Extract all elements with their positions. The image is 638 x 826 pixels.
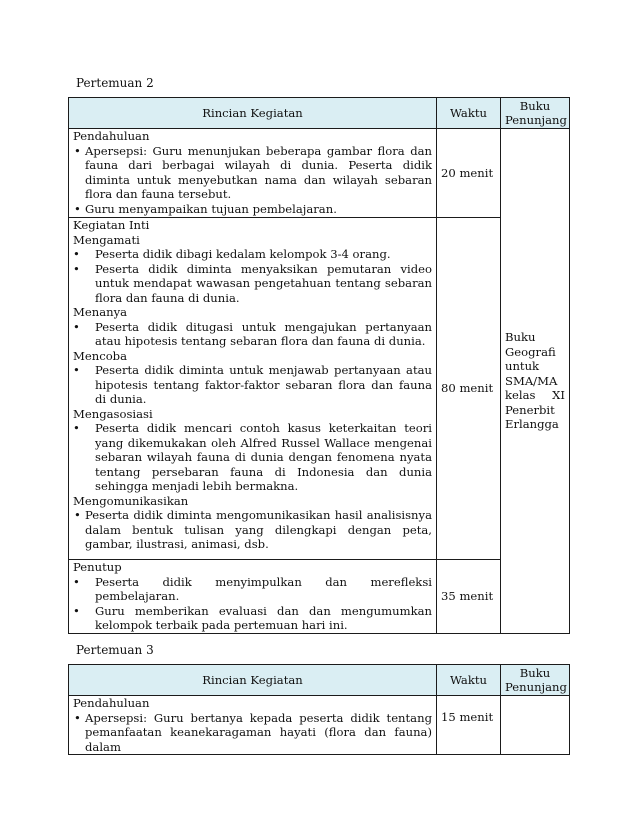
list-item: • Peserta didik diminta untuk menjawab pertanyaan atau hipotesis tentang faktor-faktor sebaran flora dan fauna di dunia. (73, 363, 432, 407)
time-cell: 20 menit (437, 129, 501, 218)
book-cell: Buku Geografi untuk SMA/MA kelas XI Penerbit Erlangga (501, 129, 570, 634)
meeting-title: Pertemuan 2 (76, 76, 154, 90)
table-row (69, 560, 570, 634)
section-title: Mengamati (73, 232, 140, 247)
time-cell: 35 menit (437, 560, 501, 634)
section-title: Pendahuluan (73, 696, 150, 710)
bullet-icon (73, 604, 95, 633)
time-cell: 15 menit (437, 696, 501, 755)
header-activity: Rincian Kegiatan (69, 665, 437, 696)
table-row (69, 696, 570, 755)
bullet-icon (74, 202, 85, 217)
bullet-icon (73, 262, 95, 306)
list-item: • Guru memberikan evaluasi dan dan mengumumkan kelompok terbaik pada pertemuan hari ini. (73, 604, 432, 633)
activity-cell (69, 218, 437, 560)
activity-table (68, 664, 570, 755)
activity-cell (69, 696, 437, 755)
list-item: • Peserta didik menyimpulkan dan merefleksi pembelajaran. (73, 575, 432, 604)
header-book: Buku Penunjang (501, 98, 570, 129)
list-item: • Apersepsi: Guru bertanya kepada peserta didik tentang pemanfaatan keanekaragaman hayati (flora dan fauna) dalam (73, 711, 432, 755)
activity-cell (69, 560, 437, 634)
section-title: Mengasosiasi (73, 406, 153, 421)
list-item: • Peserta didik mencari contoh kasus keterkaitan teori yang dikemukakan oleh Alfred Russel Wallace mengenai sebaran wilayah fauna di dunia dengan fenomena nyata tentang persebaran fauna di Indonesia dan dunia sehingga menjadi lebih bermakna. (73, 421, 432, 494)
header-book: Buku Penunjang (501, 665, 570, 696)
list-item: • Peserta didik dibagi kedalam kelompok 3-4 orang. (73, 247, 432, 262)
bullet-icon (74, 711, 85, 755)
activity-table (68, 97, 570, 634)
bullet-icon (73, 421, 95, 494)
time-cell: 80 menit (437, 218, 501, 560)
header-time: Waktu (437, 98, 501, 129)
book-cell (501, 696, 570, 755)
bullet-icon (74, 508, 85, 552)
list-item: • Peserta didik diminta menyaksikan pemutaran video untuk mendapat wawasan pengetahuan tentang sebaran flora dan fauna di dunia. (73, 262, 432, 306)
meeting-title: Pertemuan 3 (76, 643, 154, 657)
bullet-icon (73, 575, 95, 604)
table-row (69, 218, 570, 560)
header-activity: Rincian Kegiatan (69, 98, 437, 129)
section-title: Mengomunikasikan (73, 493, 189, 508)
list-item: • Peserta didik ditugasi untuk mengajukan pertanyaan atau hipotesis tentang sebaran flora dan fauna di dunia. (73, 320, 432, 349)
list-item: • Peserta didik diminta mengomunikasikan hasil analisisnya dalam bentuk tulisan yang dilengkapi dengan peta, gambar, ilustrasi, animasi, dsb. (73, 508, 432, 552)
bullet-icon (73, 320, 95, 349)
bullet-icon (73, 363, 95, 407)
bullet-icon (73, 247, 95, 262)
section-title: Mencoba (73, 348, 128, 363)
section-title: Kegiatan Inti (73, 218, 150, 232)
section-title: Penutup (73, 560, 122, 574)
header-time: Waktu (437, 665, 501, 696)
list-item: • Apersepsi: Guru menunjukan beberapa gambar flora dan fauna dari berbagai wilayah di dunia. Peserta didik diminta untuk menyebutkan nama dan wilayah sebaran flora dan fauna tersebut. (73, 144, 432, 202)
activity-cell (69, 129, 437, 218)
section-title: Pendahuluan (73, 129, 150, 143)
table-row (69, 129, 570, 218)
section-title: Menanya (73, 305, 128, 319)
bullet-icon (74, 144, 85, 202)
list-item: • Guru menyampaikan tujuan pembelajaran. (73, 202, 432, 217)
